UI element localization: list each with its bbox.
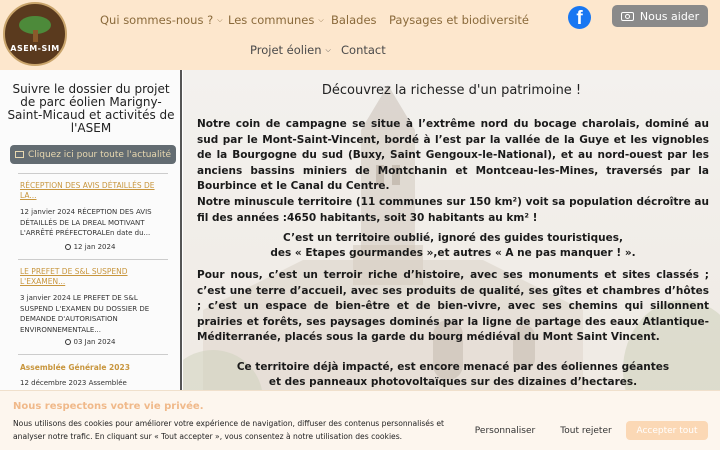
divider — [18, 259, 168, 260]
terroir-paragraph: Pour nous, c’est un terroir riche d’histoire, avec ses monuments et sites classés ; c’est une terre d’accueil, avec ses produits de qualité, ses gîtes et chambres d’hôtes ; c’est un espace de bien-être et de bien-vivre, avec ses chemins qui sillonnent prairies et forêts, ses paysages dominés par la ligne de partage des eaux Atlantique-Méditerranée, placés sous la garde du bourg médiéval du Mont Saint Vincent. — [197, 269, 709, 343]
threat-line-1: Ce territoire déjà impacté, est encore menacé par des éoliennes géantes — [236, 361, 670, 373]
all-news-label: Cliquez ici pour toute l'actualité — [27, 149, 172, 160]
chevron-down-icon: ⌵ — [325, 46, 331, 54]
nav-item-les-communes[interactable] — [228, 13, 324, 27]
facebook-icon[interactable]: f — [568, 6, 591, 29]
clock-icon — [65, 244, 71, 250]
money-bill-icon — [621, 12, 634, 21]
customize-cookies-button[interactable]: Personnaliser — [474, 425, 536, 436]
nav-item-qui-sommes-nous[interactable] — [100, 13, 223, 27]
cookie-text: Nous utilisons des cookies pour améliorer votre expérience de navigation, diffuser des contenus personnalisés et analyser notre trafic. En cliquant sur « Tout accepter », vous consentez à notre utilisation des cookies. — [13, 419, 444, 441]
accept-all-button[interactable]: Accepter tout — [626, 421, 708, 440]
intro-paragraph: Notre coin de campagne se situe à l’extrême nord du bocage charolais, dominé au sud par le Mont-Saint-Vincent, bordé à l’est par la vallée de la Guye et les vignobles de la Bourgogne du sud (Buxy, Saint Gengoux-le-National), et au nord-ouest par les anciens bassins miniers de Montchanin et Montceau-les-Mines, traversés par la Bourbince et le Canal du Centre. — [197, 118, 709, 192]
post-excerpt: 12 décembre 2023 Assemblée — [20, 379, 127, 387]
post-date-text: 12 jan 2024 — [73, 243, 116, 251]
nav-label: Qui sommes-nous ? — [100, 13, 214, 27]
post-title-link[interactable]: RÉCEPTION DES AVIS DÉTAILLÉS DE LA... — [20, 181, 155, 200]
nav-item-contact[interactable] — [341, 43, 386, 57]
forgotten-territory-line-2: des « Etapes gourmandes »,et autres « A ne pas manquer ! ». — [270, 247, 636, 259]
nav-label: Paysages et biodiversité — [389, 13, 529, 27]
nav-label: Projet éolien — [250, 43, 322, 57]
clock-icon — [65, 339, 71, 345]
nav-item-paysages[interactable] — [389, 13, 529, 27]
news-post — [20, 267, 160, 335]
main-nav — [0, 0, 560, 70]
newspaper-icon — [15, 151, 24, 158]
help-button-label: Nous aider — [639, 9, 700, 23]
news-post — [20, 363, 160, 389]
all-news-button[interactable] — [10, 145, 176, 164]
threat-line-2: et des panneaux photovoltaïques sur des dizaines d’hectares. — [268, 376, 638, 388]
post-date — [20, 243, 160, 251]
news-post — [20, 181, 160, 239]
logo-text: ASEM-SIM — [10, 43, 60, 53]
chevron-down-icon: ⌵ — [318, 16, 324, 24]
site-header — [0, 0, 720, 70]
cookie-title: Nous respectons votre vie privée. — [13, 401, 204, 412]
post-title-link[interactable]: Assemblée Générale 2023 — [20, 363, 130, 372]
help-button[interactable] — [612, 5, 708, 27]
nav-label: Contact — [341, 43, 386, 57]
cookie-banner — [0, 390, 720, 450]
post-title-link[interactable]: LE PREFET DE S&L SUSPEND L'EXAMEN... — [20, 267, 128, 286]
forgotten-territory-line-1: C’est un territoire oublié, ignoré des guides touristiques, — [283, 232, 623, 244]
post-excerpt: 3 janvier 2024 LE PREFET DE S&L SUSPEND L'EXAMEN DU DOSSIER DE DEMANDE D'AUTORISATION ENVIRONNEMENTALE... — [20, 294, 150, 334]
post-excerpt: 12 janvier 2024 RÉCEPTION DES AVIS DÉTAILLÉS DE LA DREAL MOTIVANT L'ARRÊTÉ PRÉFECTORALEn date du... — [20, 208, 152, 237]
post-date-text: 03 Jan 2024 — [73, 338, 116, 346]
main-title: Découvrez la richesse d'un patrimoine ! — [321, 83, 582, 98]
sidebar-title: Suivre le dossier du projet de parc éolien Marigny-Saint-Micaud et activités de l'ASEM — [7, 82, 175, 135]
chevron-down-icon: ⌵ — [217, 16, 223, 24]
reject-all-button[interactable]: Tout rejeter — [560, 425, 612, 436]
post-date — [20, 338, 160, 346]
nav-label: Balades — [331, 13, 377, 27]
divider — [18, 354, 168, 355]
divider — [18, 173, 168, 174]
nav-item-projet-eolien[interactable] — [250, 43, 331, 57]
nav-label: Les communes — [228, 13, 315, 27]
population-paragraph: Notre minuscule territoire (11 communes sur 150 km²) voit sa population décroître au fil des années :4650 habitants, soit 30 habitants au km² ! — [197, 196, 709, 224]
nav-item-balades[interactable] — [331, 13, 377, 27]
